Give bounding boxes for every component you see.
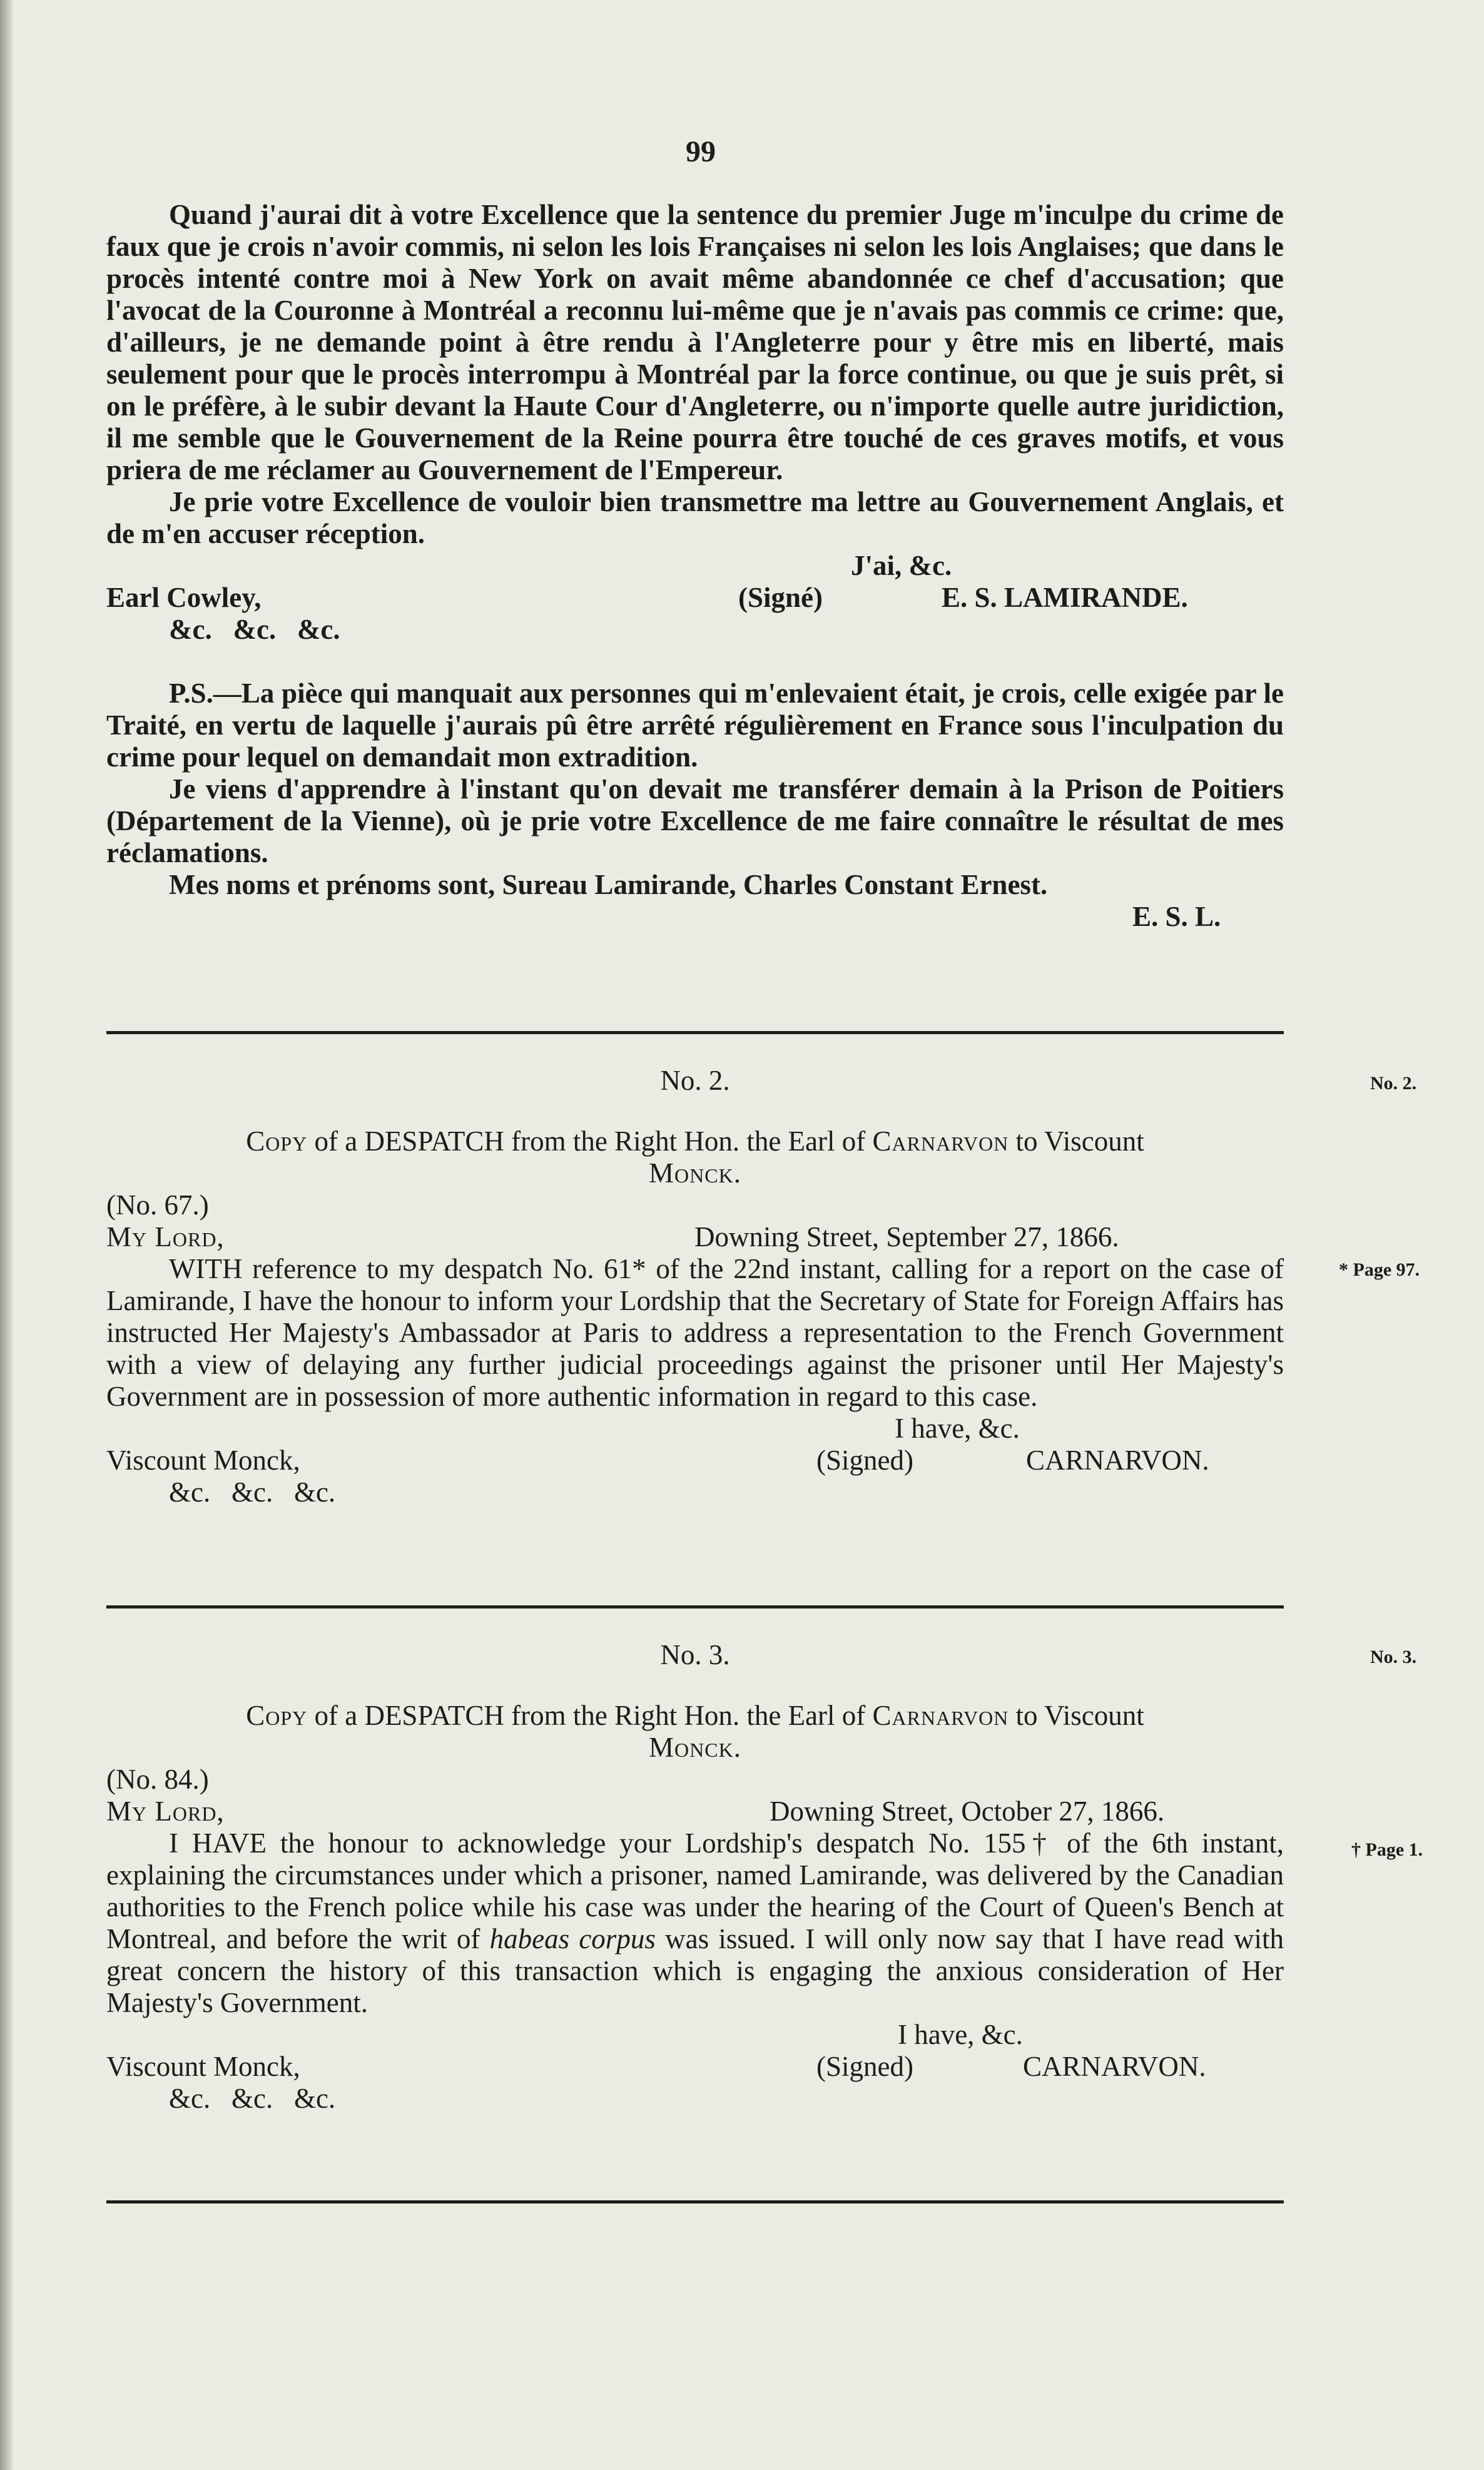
letter-signatory: E. S. LAMIRANDE.	[942, 582, 1188, 613]
despatch-3-signed-label: (Signed)	[816, 2051, 913, 2082]
section-divider-2	[106, 1605, 1284, 1609]
despatch-2-etc-row	[106, 1476, 1284, 1508]
despatch-2-ref-row	[106, 1189, 1284, 1221]
despatch-2-title-monck: Monck.	[649, 1157, 741, 1189]
despatch-2-signature-row	[106, 1445, 1284, 1476]
lamirande-letter	[106, 199, 1284, 933]
despatch-2-signatory: CARNARVON.	[1026, 1445, 1209, 1476]
despatch-2-signed-label: (Signed)	[816, 1445, 913, 1476]
letter-closing-row	[106, 550, 1284, 582]
letter-signed-label: (Signé)	[738, 582, 823, 613]
ps-initials: E. S. L.	[1132, 901, 1221, 932]
despatch-2-title-main: of a DESPATCH from the Right Hon. the Earl of	[307, 1126, 873, 1157]
despatch-2-closing: I have, &c.	[895, 1413, 1020, 1444]
despatch-2-number: No. 2.	[660, 1065, 730, 1096]
despatch-3-ref-row	[106, 1764, 1284, 1796]
letter-etc: &c. &c. &c.	[169, 614, 340, 645]
despatch-3-title-copy: Copy	[246, 1700, 308, 1731]
page-number: 99	[686, 135, 716, 168]
despatch-2-salutation: My Lord,	[106, 1221, 225, 1253]
despatch-2-place-date: Downing Street, September 27, 1866.	[694, 1221, 1119, 1253]
despatch-3-ref: (No. 84.)	[106, 1764, 209, 1795]
letter-paragraph-2: Je prie votre Excellence de vouloir bien transmettre ma lettre au Gouvernement Anglais, et de m'en accuser réception.	[106, 486, 1284, 549]
despatch-3-title-carnarvon: Carnarvon	[872, 1700, 1009, 1731]
despatch-3-title-main: of a DESPATCH from the Right Hon. the Earl of	[307, 1700, 873, 1731]
despatch-2-etc: &c. &c. &c.	[169, 1476, 336, 1508]
habeas-corpus-term: habeas corpus	[489, 1923, 656, 1954]
despatch-3-etc: &c. &c. &c.	[169, 2083, 336, 2114]
margin-number-2: No. 2.	[1370, 1073, 1417, 1094]
ps-initials-row	[106, 901, 1284, 933]
despatch-3-title-monck: Monck.	[649, 1732, 741, 1763]
section-divider-1	[106, 1031, 1284, 1034]
letter-etc-row	[106, 614, 1284, 646]
despatch-3-signature-row	[106, 2051, 1284, 2083]
despatch-2	[106, 1065, 1284, 1508]
ps-paragraph-3: Mes noms et prénoms sont, Sureau Lamirande, Charles Constant Ernest.	[169, 869, 1048, 900]
despatch-2-addressee: Viscount Monck,	[106, 1445, 300, 1476]
despatch-2-title	[106, 1126, 1284, 1157]
despatch-3-title-to: to Viscount	[1009, 1700, 1144, 1731]
despatch-3-salutation-row	[106, 1796, 1284, 1827]
despatch-3-body-part-2: was issued. I will only now say that I have read with great concern the history of this transaction which is engaging the anxious consideration of Her Majesty's Government.	[106, 1923, 1284, 2018]
despatch-3-closing-row	[106, 2019, 1284, 2051]
despatch-3-body-part-1: I HAVE the honour to acknowledge your Lordship's despatch No. 155† of the 6th instant, explaining the circumstances under which a prisoner, named Lamirande, was delivered by the Canadian authorities to the French police while his case was under the hearing of the Court of Queen's Bench at Montreal, and before the writ of	[106, 1827, 1284, 1954]
section-divider-3	[106, 2200, 1284, 2203]
despatch-3-salutation: My Lord,	[106, 1796, 225, 1827]
letter-signature-row	[106, 582, 1284, 614]
despatch-2-closing-row	[106, 1413, 1284, 1445]
despatch-2-title-to: to Viscount	[1009, 1126, 1144, 1157]
despatch-2-salutation-row	[106, 1221, 1284, 1253]
margin-ref-page-1: † Page 1.	[1351, 1839, 1423, 1860]
ps-paragraph-2: Je viens d'apprendre à l'instant qu'on devait me transférer demain à la Prison de Poitiers (Département de la Vienne), où je prie votre Excellence de me faire connaître le résultat de mes réclamations.	[106, 773, 1284, 868]
letter-paragraph-1: Quand j'aurai dit à votre Excellence que la sentence du premier Juge m'inculpe du crime de faux que je crois n'avoir commis, ni selon les lois Françaises ni selon les lois Anglaises; que dans le procès intenté contre moi à New York on avait même abandonnée ce chef d'accusation; que l'avocat de la Couronne à Montréal a reconnu lui-même que je n'avais pas commis ce crime: que, d'ailleurs, je ne demande point à être rendu à l'Angleterre pour y être mis en liberté, mais seulement pour que le procès interrompu à Montréal par la force continue, ou que je suis prêt, si on le préfère, à le subir devant la Haute Cour d'Angleterre, ou n'importe quelle autre juridiction, il me semble que le Gouvernement de la Reine pourra être touché de ces graves motifs, et vous priera de me réclamer au Gouvernement de l'Empereur.	[106, 199, 1284, 485]
despatch-3-body	[106, 1827, 1284, 2019]
ps-paragraph-1: P.S.—La pièce qui manquait aux personnes qui m'enlevaient était, je crois, celle exigée par le Traité, en vertu de laquelle j'aurais pû être arrêté régulièrement en France sous l'inculpation du crime pour lequel on demandait mon extradition.	[106, 678, 1284, 773]
despatch-3-addressee: Viscount Monck,	[106, 2051, 300, 2082]
letter-closing: J'ai, &c.	[851, 550, 952, 581]
letter-addressee: Earl Cowley,	[106, 582, 262, 613]
despatch-3-number: No. 3.	[660, 1639, 730, 1670]
despatch-2-body: WITH reference to my despatch No. 61* of the 22nd instant, calling for a report on the case of Lamirande, I have the honour to inform your Lordship that the Secretary of State for Foreign Affairs has instructed Her Majesty's Ambassador at Paris to address a representation to the French Government with a view of delaying any further judicial proceedings against the prisoner until Her Majesty's Government are in possession of more authentic information in regard to this case.	[106, 1253, 1284, 1412]
despatch-3-signatory: CARNARVON.	[1023, 2051, 1206, 2082]
despatch-2-title-copy: Copy	[246, 1126, 308, 1157]
margin-number-3: No. 3.	[1370, 1647, 1417, 1667]
despatch-3-etc-row	[106, 2083, 1284, 2115]
despatch-3-title	[106, 1700, 1284, 1732]
despatch-3	[106, 1639, 1284, 2115]
despatch-2-ref: (No. 67.)	[106, 1189, 209, 1221]
despatch-3-place-date: Downing Street, October 27, 1866.	[770, 1796, 1165, 1827]
margin-ref-page-97: * Page 97.	[1339, 1259, 1420, 1280]
despatch-2-title-carnarvon: Carnarvon	[872, 1126, 1009, 1157]
despatch-3-closing: I have, &c.	[898, 2019, 1023, 2050]
